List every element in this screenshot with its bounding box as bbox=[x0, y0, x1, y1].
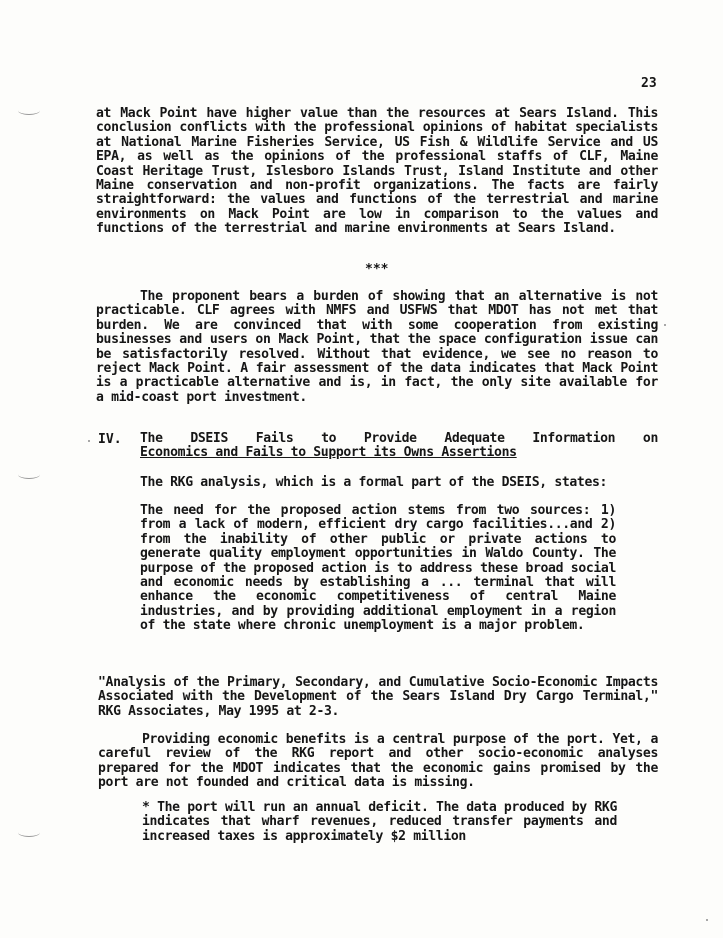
margin-mark bbox=[18, 106, 40, 115]
section-separator: *** bbox=[365, 262, 389, 277]
paragraph-rkg-intro: The RKG analysis, which is a formal part of the DSEIS, states: bbox=[140, 475, 608, 490]
paragraph-burden-of-proof: The proponent bears a burden of showing that an alternative is not practicable. CLF agrees with NMFS and USFWS that MDOT has not met that burden. We are convinced that with some cooperation from existing businesses and users on Mack Point, that the space configuration issue can be satisfactorily resolved. Without that evidence, we see no reason to reject Mack Point. A fair assessment of the data indicates that Mack Point is a practicable alternative and is, in fact, the only site available for a mid-coast port investment. bbox=[96, 289, 658, 405]
paragraph-economic-benefits: Providing economic benefits is a central purpose of the port. Yet, a careful review of the RKG report and other socio-economic analyses prepared for the MDOT indicates that the economic gains promised by the port are not founded and critical data is missing. bbox=[98, 732, 658, 791]
page-number: 23 bbox=[641, 76, 657, 91]
scan-speck bbox=[88, 440, 90, 442]
scan-speck bbox=[706, 919, 708, 921]
citation: "Analysis of the Primary, Secondary, and Cumulative Socio-Economic Impacts Associated with the Development of the Sears Island Dry Cargo Terminal," RKG Associates, May 1995 at 2-3. bbox=[98, 675, 658, 719]
section-heading-line2: Economics and Fails to Support its Owns Assertions bbox=[140, 445, 517, 460]
margin-mark bbox=[18, 828, 40, 837]
scan-speck bbox=[664, 324, 666, 326]
paragraph-habitat-values: at Mack Point have higher value than the resources at Sears Island. This conclusion conflicts with the professional opinions of habitat specialists at National Marine Fisheries Service, US Fish & Wildlife Service and US EPA, as well as the opinions of the professional staffs of CLF, Maine Coast Heritage Trust, Islesboro Islands Trust, Island Institute and other Maine conservation and non-profit organizations. The facts are fairly straightforward: the values and functions of the terrestrial and marine environments on Mack Point are low in comparison to the values and functions of the terrestrial and marine environments at Sears Island. bbox=[96, 106, 658, 237]
margin-mark bbox=[18, 470, 40, 479]
section-heading-line1: The DSEIS Fails to Provide Adequate Information on bbox=[140, 431, 658, 446]
block-quote-rkg: The need for the proposed action stems from two sources: 1) from a lack of modern, efficient dry cargo facilities...and 2) from the inability of other public or private actions to generate quality employment opportunities in Waldo County. The purpose of the proposed action is to address these broad social and economic needs by establishing a ... terminal that will enhance the economic competitiveness of central Maine industries, and by providing additional employment in a region of the state where chronic unemployment is a major problem. bbox=[140, 503, 616, 634]
section-number: IV. bbox=[98, 432, 122, 447]
bullet-annual-deficit: * The port will run an annual deficit. The data produced by RKG indicates that wharf revenues, reduced transfer payments and increased taxes is approximately $2 million bbox=[142, 800, 617, 844]
